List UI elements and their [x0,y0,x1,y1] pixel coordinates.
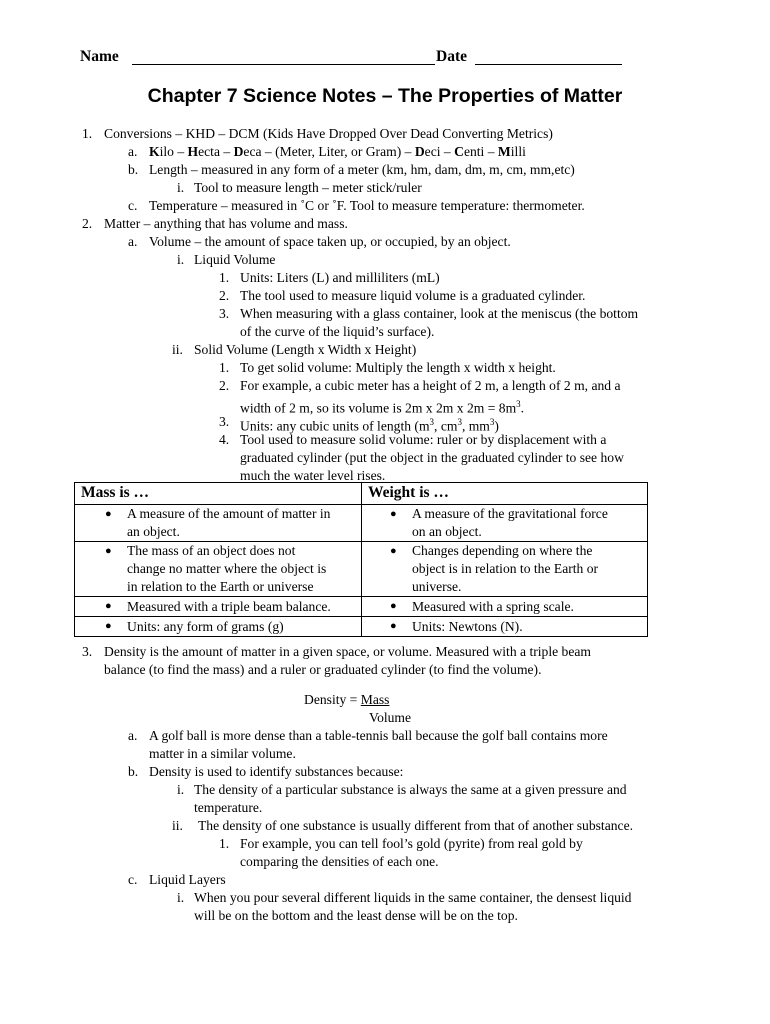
list-item: When you pour several different liquids in the same container, the densest liquid [194,890,632,905]
list-item: The density of one substance is usually different from that of another substance. [198,818,634,833]
name-field[interactable] [132,64,435,65]
list-item: Units: Liters (L) and milliliters (mL) [240,270,440,285]
list-item: Density is used to identify substances because: [149,764,404,779]
bullet-icon: ● [105,508,112,520]
list-item: To get solid volume: Multiply the length x width x height. [240,360,556,375]
list-marker: 3. [219,414,230,429]
list-item: The tool used to measure liquid volume is a graduated cylinder. [240,288,586,303]
table-header-row [75,483,648,505]
list-marker: 1. [219,360,230,375]
table-cell: ● A measure of the amount of matter in an object. [75,505,362,542]
bullet-icon: ● [389,620,397,632]
list-item: When measuring with a glass container, look at the meniscus (the bottom [240,306,639,321]
list-item: Conversions – KHD – DCM (Kids Have Dropped Over Dead Converting Metrics) [104,126,553,141]
bullet-icon: ● [105,620,112,632]
list-item: Units: any cubic units of length ($m^3$, $cm^3$, $mm^3$) [240,417,499,434]
list-marker: 3. [82,644,93,659]
date-label: Date [436,48,467,65]
list-item: For example, you can tell fool’s gold (pyrite) from real gold by [240,836,583,851]
list-item: Length – measured in any form of a meter (km, hm, dam, dm, m, cm, mm,etc) [149,162,575,177]
table-cell: ● Measured with a spring scale. [361,597,647,617]
table-row [75,597,648,617]
list-item: The density of a particular substance is always the same at a given pressure and [194,782,627,797]
mass-header: Mass is … [75,483,362,505]
table-row [75,505,648,542]
list-marker: 2. [219,378,230,393]
list-item: Density is the amount of matter in a given space, or volume. Measured with a triple beam [104,644,591,659]
list-marker: 1. [82,126,93,141]
list-item: For example, a cubic meter has a height of 2 m, a length of 2 m, and a [240,378,621,393]
list-marker: c. [128,198,138,213]
list-marker: ii. [172,818,183,833]
list-item: Volume – the amount of space taken up, or occupied, by an object. [149,234,511,249]
list-marker: 2. [82,216,93,231]
list-marker: 3. [219,306,230,321]
mass-weight-table [74,482,648,637]
list-marker: b. [128,162,139,177]
table-row [75,542,648,597]
list-marker: b. [128,764,139,779]
list-item-continued: of the curve of the liquid’s surface). [240,324,435,339]
list-item: Solid Volume (Length x Width x Height) [194,342,417,357]
formula-denominator: Volume [369,710,412,725]
name-label: Name [80,48,119,65]
bullet-icon: ● [389,508,397,520]
list-item: Tool used to measure solid volume: ruler or by displacement with a [240,432,607,447]
list-item-continued: much the water level rises. [240,468,386,483]
table-cell: ● Units: any form of grams (g) [75,617,362,637]
table-cell: ● A measure of the gravitational force on an object. [361,505,647,542]
list-marker: i. [177,252,185,267]
list-marker: a. [128,144,138,159]
table-cell: ● Changes depending on where the object is in relation to the Earth or universe. [361,542,647,597]
density-formula: Density = Mass [304,692,390,707]
list-marker: 1. [219,836,230,851]
list-marker: a. [128,234,138,249]
list-marker: ii. [172,342,183,357]
list-item: A golf ball is more dense than a table-tennis ball because the golf ball contains more [149,728,608,743]
list-item-continued: graduated cylinder (put the object in the graduated cylinder to see how [240,450,624,465]
list-item-continued: matter in a similar volume. [149,746,296,761]
list-marker: 1. [219,270,230,285]
list-item-continued: temperature. [194,800,263,815]
bullet-icon: ● [105,545,112,557]
table-row [75,617,648,637]
list-marker: a. [128,728,138,743]
list-item: Tool to measure length – meter stick/ruler [194,180,422,195]
list-marker: 2. [219,288,230,303]
formula-numerator: Mass [360,692,390,707]
list-marker: i. [177,782,185,797]
list-marker: i. [177,180,185,195]
table-cell: ● Units: Newtons (N). [361,617,647,637]
bullet-icon: ● [389,545,397,557]
weight-header: Weight is … [361,483,647,505]
list-item: Liquid Volume [194,252,276,267]
list-item: Matter – anything that has volume and mass. [104,216,348,231]
bullet-icon: ● [389,600,397,612]
list-item: Temperature – measured in ˚C or ˚F. Tool to measure temperature: thermometer. [149,198,585,213]
list-item-continued: comparing the densities of each one. [240,854,439,869]
list-item-continued: width of 2 m, so its volume is 2m x 2m x $2m = 8m^3$. [240,399,525,416]
table-cell: ● Measured with a triple beam balance. [75,597,362,617]
bullet-icon: ● [105,600,112,612]
list-item: Kilo – Hecta – Deca – (Meter, Liter, or Gram) – Deci – Centi – Milli [149,144,526,159]
list-item: Liquid Layers [149,872,226,887]
list-marker: 4. [219,432,230,447]
date-field[interactable] [475,64,622,65]
list-item-continued: will be on the bottom and the least dense will be on the top. [194,908,518,923]
list-item-continued: balance (to find the mass) and a ruler or graduated cylinder (to find the volume). [104,662,542,677]
table-cell: ● The mass of an object does not change no matter where the object is in relation to the Earth or universe [75,542,362,597]
list-marker: c. [128,872,138,887]
list-marker: i. [177,890,185,905]
page-title: Chapter 7 Science Notes – The Properties of Matter [147,85,623,107]
